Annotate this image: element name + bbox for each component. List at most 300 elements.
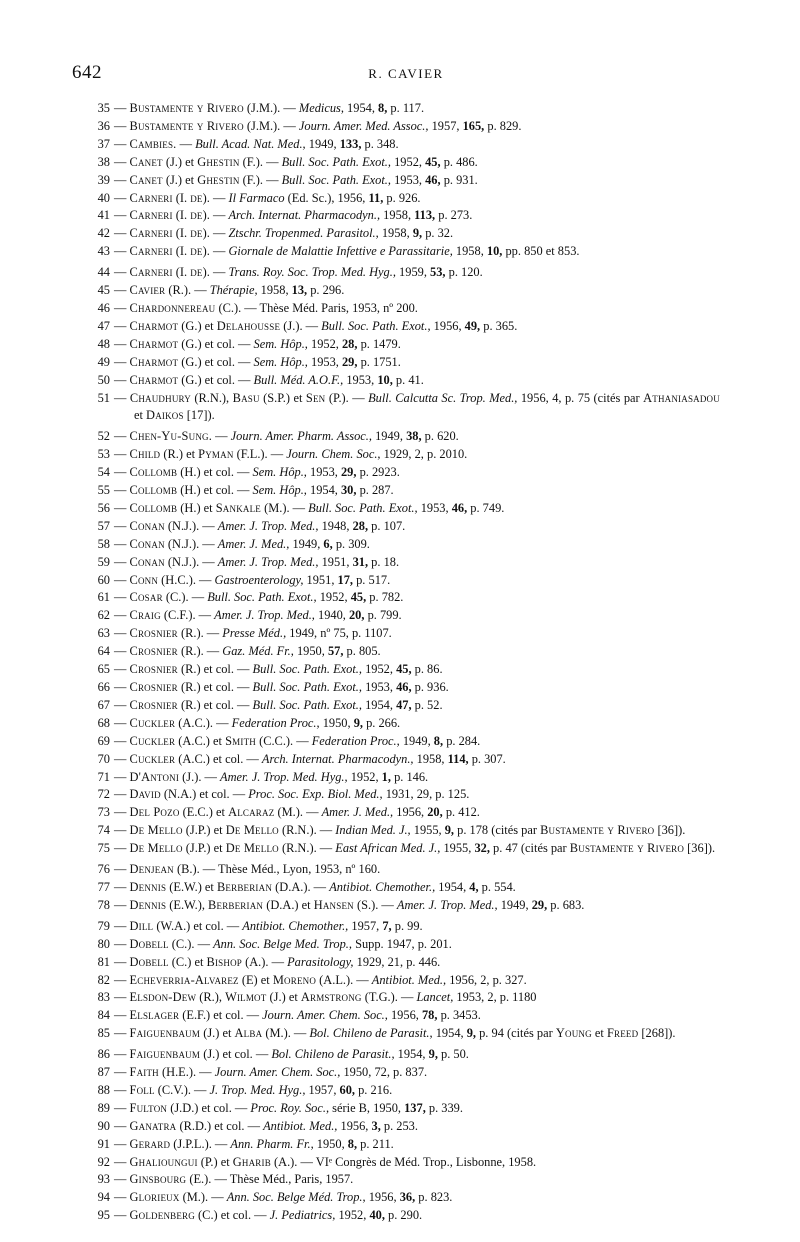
- citation-text: (I.: [172, 226, 191, 241]
- reference-text: [114, 734, 480, 748]
- citation-text: —: [114, 841, 130, 856]
- journal-title: Federation Proc.,: [311, 733, 400, 748]
- author-name: Faith: [129, 1065, 159, 1080]
- reference-entry: [90, 354, 720, 372]
- citation-text: (H.) et col. —: [177, 465, 253, 480]
- citation-text: 1953,: [343, 372, 378, 387]
- citation-text: —: [114, 662, 130, 677]
- citation-text: (A.C.). —: [175, 715, 232, 730]
- reference-text: [114, 155, 478, 169]
- volume-number: 137,: [404, 1100, 426, 1115]
- reference-number: 37: [97, 136, 110, 151]
- author-name: Moreno: [272, 972, 317, 987]
- citation-text: ). —: [202, 190, 229, 205]
- citation-text: (C.V.). —: [154, 1082, 210, 1097]
- author-name: Collomb: [129, 465, 178, 480]
- volume-number: 113,: [414, 208, 436, 223]
- reference-text: [114, 805, 480, 819]
- citation-text: (R.). —: [177, 644, 223, 659]
- reference-text: [114, 555, 399, 569]
- volume-number: 45,: [425, 154, 441, 169]
- reference-list: [90, 100, 720, 1225]
- volume-number: 133,: [339, 136, 362, 151]
- reference-number: 93: [97, 1172, 110, 1187]
- citation-text: —: [114, 680, 130, 694]
- journal-title: Journ. Amer. Chem. Soc.,: [262, 1008, 388, 1023]
- citation-text: 1949, nº 75, p. 1107.: [286, 626, 392, 641]
- citation-text: (J.P.) et: [182, 841, 226, 856]
- reference-number: 76: [97, 862, 110, 877]
- reference-number: 60: [97, 572, 110, 587]
- reference-number: 42: [97, 226, 110, 241]
- citation-text: —: [114, 787, 130, 802]
- citation-text: 1949,: [305, 136, 340, 151]
- citation-text: 1956, 4, p. 75 (cités par: [517, 390, 644, 405]
- citation-text: 1949,: [497, 897, 532, 912]
- reference-entry: [90, 372, 720, 390]
- citation-text: [36]).: [654, 823, 686, 838]
- citation-text: 1953,: [306, 465, 341, 480]
- citation-text: (F.L.). —: [233, 447, 287, 462]
- running-head: R. CAVIER: [368, 66, 444, 81]
- author-name: Charmot: [129, 318, 179, 333]
- journal-title: Journ. Amer. Pharm. Assoc.,: [230, 429, 372, 444]
- reference-entry: [90, 572, 720, 590]
- citation-text: (J.) et col. —: [200, 1047, 272, 1062]
- reference-text: [114, 1137, 394, 1151]
- citation-text: p. 829.: [484, 118, 522, 133]
- citation-text: [17]).: [183, 408, 215, 423]
- reference-entry: [90, 446, 720, 464]
- author-name: Cosar: [129, 590, 163, 605]
- reference-entry: [90, 697, 720, 715]
- author-name: Daikos: [146, 408, 184, 423]
- citation-text: —: [114, 554, 130, 569]
- author-name: Canet: [129, 154, 163, 169]
- reference-entry: [90, 464, 720, 482]
- author-name: Crosnier: [129, 697, 178, 712]
- volume-number: 53,: [430, 265, 446, 280]
- citation-text: —: [114, 483, 130, 498]
- volume-number: 60,: [339, 1082, 356, 1097]
- reference-text: [114, 1008, 481, 1022]
- volume-number: 45,: [396, 662, 412, 677]
- journal-title: Il Farmaco: [228, 190, 285, 205]
- citation-text: 1958,: [378, 226, 413, 241]
- reference-number: 45: [97, 283, 110, 298]
- citation-text: (R.) et col. —: [177, 697, 253, 712]
- citation-text: 1957,: [348, 918, 383, 933]
- citation-text: —: [114, 897, 130, 912]
- citation-text: (N.A.) et col. —: [160, 787, 249, 802]
- citation-text: (I.: [172, 208, 191, 223]
- citation-text: (N.J.). —: [164, 554, 218, 569]
- citation-text: (S.P.) et: [259, 390, 306, 405]
- citation-text: p. 309.: [332, 536, 370, 551]
- author-name: Collomb: [129, 500, 178, 515]
- reference-number: 82: [97, 972, 110, 987]
- reference-entry: [90, 1154, 720, 1172]
- author-name: Sankale: [215, 500, 262, 515]
- reference-entry: [90, 989, 720, 1007]
- journal-title: Journ. Amer. Chem. Soc.,: [214, 1065, 341, 1080]
- journal-title: Thérapie,: [209, 283, 258, 298]
- citation-text: —: [114, 1065, 130, 1080]
- citation-text: 1952,: [335, 1208, 370, 1223]
- author-name: de: [190, 265, 203, 280]
- author-name: Pyman: [198, 447, 234, 462]
- citation-text: 1950,: [313, 1136, 348, 1151]
- citation-text: (J.) et: [162, 172, 198, 187]
- citation-text: 1958,: [380, 208, 415, 223]
- volume-number: 9,: [428, 1047, 438, 1062]
- volume-number: 29,: [341, 354, 358, 369]
- reference-text: [114, 137, 399, 151]
- reference-text: [114, 880, 516, 894]
- reference-number: 83: [97, 990, 110, 1005]
- author-name: Dennis: [129, 897, 167, 912]
- reference-entry: [90, 1100, 720, 1118]
- volume-number: 28,: [341, 336, 358, 351]
- author-name: Gerard: [129, 1136, 171, 1151]
- journal-title: Sem. Hôp.,: [252, 483, 307, 498]
- reference-text: [114, 1026, 676, 1040]
- citation-text: (E.). — Thèse Méd., Paris, 1957.: [186, 1172, 354, 1187]
- reference-number: 61: [97, 590, 110, 605]
- volume-number: 9,: [466, 1026, 477, 1041]
- reference-number: 52: [97, 429, 110, 444]
- author-name: Dobell: [129, 954, 169, 969]
- citation-text: —: [114, 990, 130, 1005]
- reference-text: [114, 1119, 418, 1133]
- journal-title: Amer. J. Trop. Med.,: [217, 554, 319, 569]
- reference-number: 43: [97, 244, 110, 259]
- journal-title: Ztschr. Tropenmed. Parasitol.,: [228, 226, 379, 241]
- citation-text: p. 178 (cités par: [454, 823, 541, 838]
- journal-title: Antibiot. Chemother.,: [329, 879, 436, 894]
- page-number: 642: [72, 62, 102, 83]
- reference-number: 54: [97, 465, 110, 480]
- volume-number: 46,: [425, 172, 441, 187]
- volume-number: 32,: [474, 841, 490, 856]
- citation-text: 1953,: [391, 172, 426, 187]
- citation-text: (C.) et: [168, 954, 207, 969]
- citation-text: (C.). — Thèse Méd. Paris, 1953, nº 200.: [215, 300, 418, 315]
- citation-text: 1950,: [319, 715, 354, 730]
- volume-number: 4,: [469, 879, 479, 894]
- author-name: Cavier: [129, 283, 166, 298]
- volume-number: 17,: [337, 572, 354, 587]
- citation-text: 1954,: [435, 879, 470, 894]
- volume-number: 46,: [451, 500, 468, 515]
- author-name: Sen: [305, 390, 326, 405]
- author-name: Charmot: [129, 372, 179, 387]
- citation-text: (J.). —: [179, 769, 221, 784]
- citation-text: —: [114, 1008, 130, 1023]
- citation-text: —: [114, 447, 130, 462]
- reference-number: 47: [97, 318, 110, 333]
- reference-text: [114, 698, 443, 712]
- author-name: Bustamente y Rivero: [129, 118, 244, 133]
- citation-text: p. 782.: [366, 590, 404, 605]
- reference-entry: [90, 918, 720, 936]
- author-name: Glorieux: [129, 1190, 180, 1205]
- reference-text: [114, 1155, 536, 1169]
- citation-text: (E.C.) et: [179, 805, 229, 820]
- reference-text: [114, 752, 506, 766]
- reference-text: [114, 841, 715, 855]
- reference-entry: [90, 207, 720, 225]
- citation-text: —: [114, 336, 130, 351]
- citation-text: p. 412.: [442, 805, 480, 820]
- author-name: Elsdon-Dew: [129, 990, 197, 1005]
- reference-entry: [90, 804, 720, 822]
- citation-text: 1954,: [343, 101, 379, 115]
- reference-entry: [90, 822, 720, 840]
- citation-text: (F.). —: [239, 172, 282, 187]
- citation-text: —: [114, 862, 130, 877]
- citation-text: p. 50.: [437, 1047, 469, 1062]
- reference-text: [114, 716, 400, 730]
- journal-title: Bull. Acad. Nat. Med.,: [195, 136, 306, 151]
- reference-number: 69: [97, 733, 110, 748]
- reference-text: [114, 1208, 422, 1222]
- journal-title: Indian Med. J.,: [335, 823, 411, 838]
- author-name: Alcaraz: [228, 805, 275, 820]
- citation-text: (A.C.) et col. —: [175, 751, 262, 766]
- citation-text: —: [114, 733, 130, 748]
- journal-title: Federation Proc.,: [231, 715, 320, 730]
- citation-text: ). —: [202, 244, 229, 259]
- reference-text: [114, 1065, 427, 1079]
- citation-text: p. 284.: [443, 733, 481, 748]
- reference-entry: [90, 897, 720, 915]
- citation-text: —: [114, 372, 130, 387]
- journal-title: Bull. Soc. Path. Exot.,: [281, 154, 392, 169]
- citation-text: (H.) et col. —: [177, 483, 253, 498]
- volume-number: 57,: [327, 644, 344, 659]
- journal-title: Proc. Roy. Soc.,: [250, 1100, 330, 1115]
- citation-text: —: [114, 769, 130, 784]
- author-name: Conan: [129, 536, 165, 551]
- volume-number: 7,: [382, 918, 392, 933]
- citation-text: —: [114, 154, 130, 169]
- author-name: Conn: [129, 572, 159, 587]
- citation-text: (J.M.). —: [243, 101, 299, 115]
- citation-text: —: [114, 318, 130, 333]
- citation-text: p. 86.: [411, 662, 443, 677]
- citation-text: (F.). —: [239, 154, 282, 169]
- reference-text: [114, 208, 472, 222]
- reference-number: 53: [97, 447, 110, 462]
- author-name: Crosnier: [129, 644, 178, 659]
- reference-text: [114, 1101, 463, 1115]
- reference-number: 59: [97, 554, 110, 569]
- reference-text: [114, 590, 403, 604]
- citation-text: —: [114, 805, 130, 820]
- citation-text: 1957,: [305, 1082, 340, 1097]
- journal-title: Parasitology,: [287, 954, 354, 969]
- citation-text: —: [114, 1082, 130, 1097]
- reference-entry: [90, 972, 720, 990]
- reference-text: [114, 990, 536, 1004]
- reference-number: 57: [97, 518, 110, 533]
- volume-number: 29,: [340, 465, 357, 480]
- author-name: Delahousse: [216, 318, 281, 333]
- reference-entry: [90, 264, 720, 282]
- volume-number: 13,: [291, 283, 308, 298]
- citation-text: (I.: [172, 265, 191, 280]
- author-name: Young: [555, 1026, 592, 1041]
- reference-text: [114, 787, 469, 801]
- citation-text: —: [114, 1026, 130, 1041]
- citation-text: (J.D.) et col. —: [167, 1100, 251, 1115]
- author-name: Carneri: [129, 265, 173, 280]
- citation-text: (M.). —: [179, 1190, 227, 1205]
- author-name: Child: [129, 447, 161, 462]
- author-name: Bustamente y Rivero: [129, 101, 244, 115]
- author-name: Crosnier: [129, 680, 178, 694]
- volume-number: 31,: [352, 554, 369, 569]
- volume-number: 20,: [348, 608, 365, 623]
- journal-title: Ann. Soc. Belge Méd. Trop.,: [226, 1190, 366, 1205]
- reference-text: [114, 226, 453, 240]
- citation-text: (I.: [172, 244, 191, 259]
- citation-text: —: [114, 1172, 130, 1187]
- reference-entry: [90, 679, 720, 697]
- reference-text: [114, 937, 452, 951]
- author-name: Chaudhury: [129, 390, 191, 405]
- volume-number: 78,: [421, 1008, 438, 1023]
- citation-text: —: [114, 626, 130, 641]
- journal-title: Giornale de Malattie Infettive e Parassitarie,: [228, 244, 453, 259]
- citation-text: p. 486.: [440, 154, 478, 169]
- reference-number: 63: [97, 626, 110, 641]
- citation-text: p. 107.: [368, 518, 406, 533]
- citation-text: 1955,: [410, 823, 445, 838]
- volume-number: 11,: [368, 190, 384, 205]
- citation-text: (G.) et col. —: [178, 372, 254, 387]
- citation-text: p. 749.: [467, 500, 505, 515]
- volume-number: 8,: [378, 101, 388, 115]
- citation-text: (R.N.). —: [278, 841, 336, 856]
- reference-number: 75: [97, 841, 110, 856]
- reference-number: 49: [97, 354, 110, 369]
- citation-text: (S.). —: [353, 897, 397, 912]
- author-name: Hansen: [313, 897, 354, 912]
- citation-text: (C.C.). —: [255, 733, 312, 748]
- reference-number: 50: [97, 372, 110, 387]
- citation-text: p. 253.: [380, 1118, 418, 1133]
- citation-text: Supp. 1947, p. 201.: [351, 936, 452, 951]
- reference-text: [114, 301, 418, 315]
- journal-title: Journ. Chem. Soc.,: [286, 447, 381, 462]
- author-name: Chen-Yu-Sung.: [129, 429, 213, 444]
- reference-number: 66: [97, 680, 110, 694]
- author-name: David: [129, 787, 161, 802]
- journal-title: Antibiot. Med.,: [263, 1118, 338, 1133]
- citation-text: (E.W.) et: [166, 879, 217, 894]
- reference-number: 91: [97, 1136, 110, 1151]
- volume-number: 10,: [486, 244, 503, 259]
- citation-text: p. 273.: [435, 208, 473, 223]
- author-name: Armstrong: [300, 990, 362, 1005]
- citation-text: (M.). —: [262, 1026, 310, 1041]
- reference-entry: [90, 661, 720, 679]
- reference-entry: [90, 518, 720, 536]
- citation-text: 1957,: [428, 118, 463, 133]
- author-name: de: [190, 190, 203, 205]
- citation-text: 1953,: [307, 354, 342, 369]
- reference-text: [114, 626, 392, 640]
- reference-number: 87: [97, 1065, 110, 1080]
- reference-entry: [90, 536, 720, 554]
- journal-title: Amer. J. Trop. Med.,: [396, 897, 498, 912]
- author-name: Crosnier: [129, 662, 178, 677]
- journal-title: Antibiot. Med.,: [371, 972, 447, 987]
- reference-entry: [90, 482, 720, 500]
- journal-title: Ann. Pharm. Fr.,: [230, 1136, 314, 1151]
- journal-title: Arch. Internat. Pharmacodyn.,: [228, 208, 381, 223]
- citation-text: —: [114, 244, 130, 259]
- reference-text: [114, 680, 449, 694]
- citation-text: (H.E.). —: [158, 1065, 215, 1080]
- citation-text: 1950, 72, p. 837.: [340, 1065, 428, 1080]
- citation-text: p. 211.: [357, 1136, 394, 1151]
- journal-title: Bull. Soc. Path. Exot.,: [252, 662, 362, 677]
- author-name: Craig: [129, 608, 161, 623]
- author-name: Berberian: [216, 879, 273, 894]
- reference-text: [114, 919, 423, 933]
- citation-text: pp. 850 et 853.: [502, 244, 580, 259]
- volume-number: 36,: [399, 1190, 416, 1205]
- citation-text: (D.A.) et: [263, 897, 314, 912]
- reference-number: 95: [97, 1208, 110, 1223]
- citation-text: 1952,: [391, 154, 426, 169]
- citation-text: p. 47 (cités par: [489, 841, 570, 856]
- reference-entry: [90, 243, 720, 261]
- citation-text: (C.F.). —: [160, 608, 215, 623]
- journal-title: Bull. Soc. Path. Exot.,: [321, 318, 431, 333]
- reference-number: 46: [97, 300, 110, 315]
- citation-text: (A.). — VIᵉ Congrès de Méd. Trop., Lisbonne, 1958.: [270, 1154, 537, 1169]
- reference-entry: [90, 1064, 720, 1082]
- citation-text: —: [114, 265, 130, 280]
- citation-text: ). —: [202, 226, 229, 241]
- reference-entry: [90, 715, 720, 733]
- citation-text: (M.). —: [274, 805, 322, 820]
- citation-text: et: [591, 1026, 607, 1041]
- reference-entry: [90, 1189, 720, 1207]
- journal-title: Amer. J. Trop. Med. Hyg.,: [220, 769, 348, 784]
- author-name: Cuckler: [129, 715, 176, 730]
- citation-text: —: [114, 1154, 130, 1169]
- volume-number: 46,: [396, 680, 412, 694]
- citation-text: 1959,: [395, 265, 431, 280]
- author-name: Faiguenbaum: [129, 1047, 201, 1062]
- author-name: Crosnier: [129, 626, 178, 641]
- citation-text: ). —: [202, 265, 229, 280]
- citation-text: (Ed. Sc.), 1956,: [284, 190, 369, 205]
- citation-text: (H.C.). —: [158, 572, 215, 587]
- citation-text: (J.M.). —: [243, 118, 299, 133]
- volume-number: 30,: [340, 483, 357, 498]
- reference-entry: [90, 861, 720, 879]
- reference-entry: [90, 1171, 720, 1189]
- author-name: Dobell: [129, 936, 169, 951]
- citation-text: (R.N.),: [190, 390, 233, 405]
- citation-text: (C.). —: [162, 590, 208, 605]
